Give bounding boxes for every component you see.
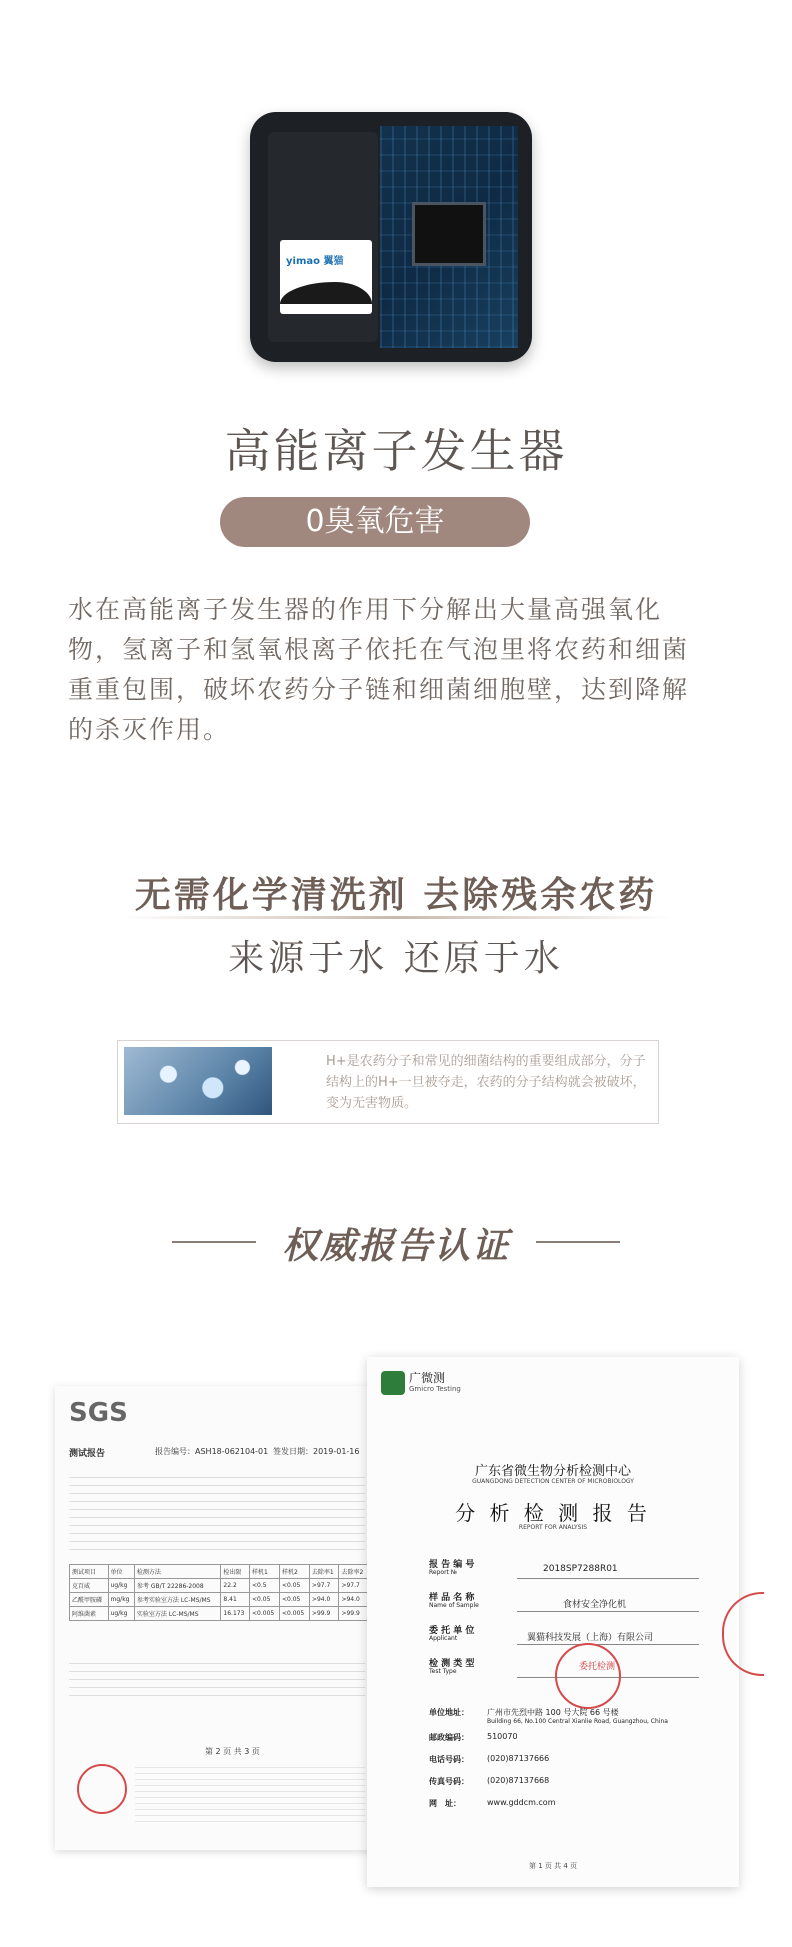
applicant-value: 翼猫科技发展（上海）有限公司 bbox=[527, 1633, 654, 1643]
red-seal-stamp bbox=[555, 1643, 621, 1709]
address-value: 广州市先烈中路 100 号大院 66 号楼 bbox=[487, 1708, 619, 1717]
page-title: 高能离子发生器 bbox=[224, 424, 568, 478]
sample-name-value: 食材安全净化机 bbox=[563, 1600, 627, 1610]
authority-title: 权威报告认证 bbox=[281, 1226, 510, 1267]
report-number: 报告编号：ASH18-062104-01 bbox=[155, 1447, 269, 1456]
red-seal-stamp bbox=[77, 1764, 127, 1814]
test-type-value: 委托检测 bbox=[579, 1662, 616, 1672]
field-label: 报 告 编 号 bbox=[429, 1560, 475, 1570]
brand-label bbox=[280, 240, 372, 314]
table-row: 测试项目 单位 检测方法 检出限 样机1 样机2 去除率1 去除率2 bbox=[70, 1565, 369, 1579]
field-label-en: Test Type bbox=[429, 1668, 457, 1675]
field-label: 委 托 单 位 bbox=[429, 1626, 475, 1636]
sgs-certificate bbox=[55, 1386, 381, 1850]
tel-value: (020)87137666 bbox=[487, 1754, 550, 1763]
center-name: 广东省微生物分析检测中心 bbox=[474, 1464, 631, 1479]
report-date: 签发日期：2019-01-16 bbox=[273, 1447, 360, 1456]
sgs-logo: SGS bbox=[69, 1398, 128, 1428]
report-title: 分 析 检 测 报 告 bbox=[455, 1501, 651, 1525]
web-label: 网 址： bbox=[429, 1799, 461, 1808]
tel-label: 电话号码： bbox=[429, 1755, 469, 1764]
gddcm-certificate bbox=[367, 1357, 739, 1887]
web-value: www.gddcm.com bbox=[487, 1798, 556, 1807]
brand-logo: yimao 翼猫 bbox=[286, 256, 344, 267]
field-label: 样 品 名 称 bbox=[429, 1593, 475, 1603]
table-row: 阿维菌素 ug/kg 实验室方法 LC-MS/MS 16.173 <0.005 <0.005 >99.9 >99.9 bbox=[70, 1607, 369, 1621]
ion-generator-image bbox=[250, 112, 532, 362]
logo-cn: 广微测 bbox=[409, 1371, 446, 1385]
gddcm-logo-icon bbox=[381, 1371, 405, 1395]
postcode-value: 510070 bbox=[487, 1732, 518, 1741]
notes-block bbox=[69, 1656, 365, 1696]
divider bbox=[120, 916, 672, 919]
page-footer: 第 1 页 共 4 页 bbox=[528, 1862, 578, 1870]
field-label-en: Report № bbox=[429, 1569, 458, 1576]
center-name-en: GUANGDONG DETECTION CENTER OF MICROBIOLOGY bbox=[472, 1478, 634, 1485]
table-row: 乙酰甲胺磷 mg/kg 参考实验室方法 LC-MS/MS 8.41 <0.05 <0.05 >94.0 >94.0 bbox=[70, 1593, 369, 1607]
field-label-en: Name of Sample bbox=[429, 1602, 479, 1609]
results-table bbox=[69, 1564, 369, 1621]
address-en: Building 66, No.100 Central Xianlie Road, Guangzhou, China bbox=[487, 1718, 668, 1725]
report-title: 测试报告 bbox=[69, 1449, 106, 1459]
divider-right bbox=[536, 1241, 620, 1243]
fine-print bbox=[135, 1766, 365, 1822]
address-label: 单位地址： bbox=[429, 1708, 469, 1717]
page-footer: 第 2 页 共 3 页 bbox=[205, 1747, 260, 1756]
molecule-image bbox=[124, 1047, 272, 1115]
text-block bbox=[69, 1470, 365, 1550]
chip bbox=[412, 202, 486, 266]
section-heading-1: 无需化学清洗剂 去除残余农药 bbox=[134, 875, 658, 916]
field-label: 检 测 类 型 bbox=[429, 1659, 475, 1669]
zero-ozone-badge: 0臭氧危害 bbox=[220, 497, 530, 547]
postcode-label: 邮政编码： bbox=[429, 1733, 469, 1742]
intro-paragraph: 水在高能离子发生器的作用下分解出大量高强氧化物，氢离子和氢氧根离子依托在气泡里将农药和细菌重重包围，破坏农药分子链和细菌细胞壁，达到降解的杀灭作用。 bbox=[68, 595, 690, 744]
section-heading-2: 来源于水 还原于水 bbox=[228, 938, 564, 979]
fax-value: (020)87137668 bbox=[487, 1776, 550, 1785]
report-title-en: REPORT FOR ANALYSIS bbox=[518, 1524, 588, 1531]
info-text: H+是农药分子和常见的细菌结构的重要组成部分，分子结构上的H+一旦被夺走，农药的分子结构就会被破坏，变为无害物质。 bbox=[326, 1054, 646, 1111]
fax-label: 传真号码： bbox=[429, 1777, 469, 1786]
report-number-value: 2018SP7288R01 bbox=[543, 1564, 618, 1574]
logo-en: Gmicro Testing bbox=[409, 1385, 461, 1393]
table-row: 克百威 ug/kg 参考 GB/T 22286-2008 22.2 <0.5 <0.05 >97.7 >97.7 bbox=[70, 1579, 369, 1593]
info-box bbox=[117, 1040, 659, 1124]
field-label-en: Applicant bbox=[429, 1635, 458, 1642]
